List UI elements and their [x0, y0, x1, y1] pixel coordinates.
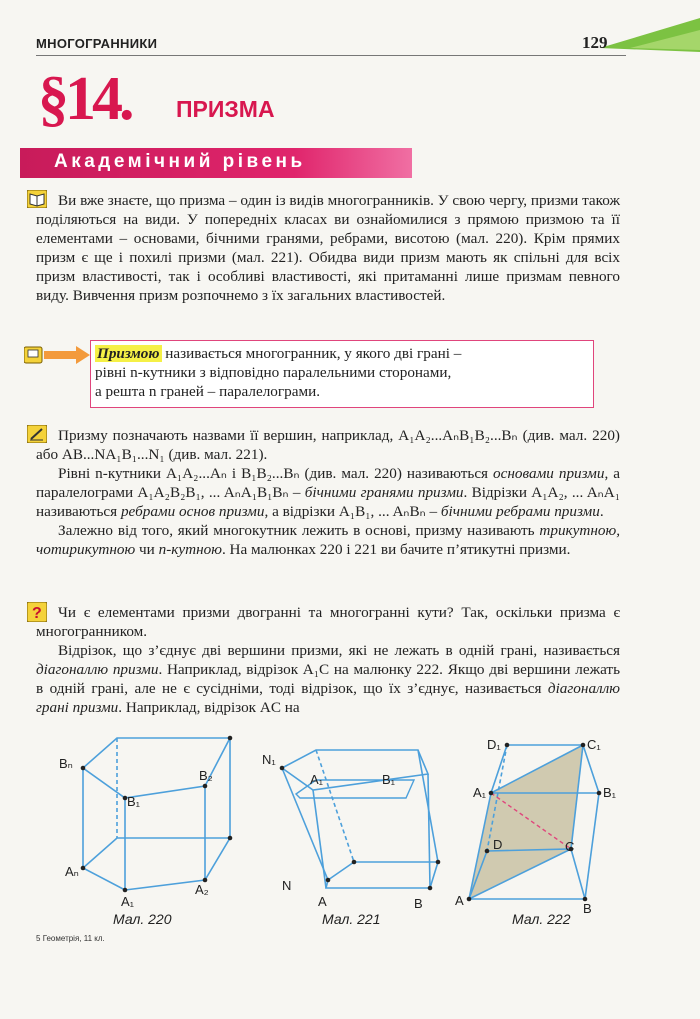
fig221-label-a: A: [318, 894, 327, 909]
definition-line-2: рівні n-кутники з відповідно паралельними сторонами,: [95, 364, 452, 381]
figure-222: [453, 733, 643, 918]
page-number: 129: [582, 33, 608, 52]
fig221-label-b: B: [414, 896, 423, 911]
footer-text: Геометрія, 11 кл.: [42, 934, 105, 943]
fig220-label-b1: B₁: [127, 794, 141, 809]
fig222-label-d: D: [493, 837, 503, 852]
figure-220-caption: Мал. 220: [113, 911, 172, 927]
fig222-label-a: A: [455, 893, 464, 908]
fig222-label-a1: A₁: [473, 785, 487, 800]
fig222-section-face: [469, 745, 583, 899]
fig220-label-an: Aₙ: [65, 864, 79, 879]
footer: [36, 934, 105, 943]
section-number: §14.: [38, 65, 131, 133]
figure-221-caption: Мал. 221: [322, 911, 381, 927]
diagonal-paragraph: Відрізок, що з’єднує дві вершини призми, які не лежать в одній грані, називається діагоналлю призми. Наприклад, відрізок A₁C на малюнку 222. Якщо дві вершини лежать в одній грані, але не є сусідніми, тоді відрізок, що їх з’єднує, називається діагоналлю грані призми. Наприклад, відрізок AC на: [36, 642, 620, 716]
fig222-label-b1: B₁: [603, 785, 617, 800]
fig220-label-a2: A₂: [195, 882, 209, 897]
fig221-label-a1: A₁: [310, 772, 324, 787]
chapter-title: МНОГОГРАННИКИ: [36, 36, 158, 51]
definition-box: [90, 340, 594, 408]
footer-signature: 5: [36, 934, 41, 943]
notation-p1: Призму позначають назвами її вершин, наприклад, A₁A₂...AₙB₁B₂...Bₙ (див. мал. 220) або AB...NA₁B₁...N₁ (див. мал. 221).: [36, 427, 620, 463]
definition-arrow-icon: [24, 344, 92, 366]
fig222-label-d1: D₁: [487, 737, 501, 752]
section-title: ПРИЗМА: [176, 96, 275, 122]
header-divider: [36, 55, 626, 56]
figure-222-caption: Мал. 222: [512, 911, 571, 927]
fig222-label-c: C: [565, 839, 575, 854]
intro-text: Ви вже знаєте, що призма – один із видів многогранників. У свою чергу, призми також поділяються на види. У попередніх класах ви ознайомилися з прямою призмою та її елементами – основами, бічними гранями, ребрами, висотою (мал. 220). Крім прямих призм є ще і похилі призми (мал. 221). Обидва види призм мають як спільні для всіх призм властивості, так і особливі властивості, які притаманні лише призмам певного виду. Вивчення призм розпочнемо з їх загальних властивостей.: [36, 192, 620, 304]
fig221-label-b1: B₁: [382, 772, 396, 787]
fig221-label-n1: N₁: [262, 752, 276, 767]
fig220-label-a1: A₁: [121, 894, 135, 909]
question-text: Чи є елементами призми двогранні та многогранні кути? Так, оскільки призма є многогранником.: [36, 604, 620, 640]
definition-term: Призмою: [97, 345, 160, 362]
fig222-label-c1: C₁: [587, 737, 601, 752]
fig220-label-b2: B₂: [199, 768, 213, 783]
definition-line-3: а решта n граней – паралелограми.: [95, 383, 320, 400]
level-banner-label: Академічний рівень: [54, 151, 306, 172]
fig221-label-n: N: [282, 878, 292, 893]
intro-paragraph: [36, 191, 620, 305]
fig222-label-b: B: [583, 901, 592, 916]
question-block: [36, 603, 620, 717]
figure-220: [55, 728, 255, 918]
notation-block: [36, 426, 620, 559]
level-banner: [20, 148, 412, 178]
fig220-label-bn: Bₙ: [59, 756, 73, 771]
figure-221: [258, 740, 448, 920]
notation-p3: Залежно від того, який многокутник лежить в основі, призму називають трикутною, чотирикутною чи n-кутною. На малюнках 220 і 221 ви бачите п’ятикутні призми.: [36, 522, 620, 558]
notation-p2: Рівні n-кутники A₁A₂...Aₙ і B₁B₂...Bₙ (див. мал. 220) називаються основами призми, а паралелограми A₁A₂B₂B₁, ... AₙA₁B₁Bₙ – бічними гранями призми. Відрізки A₁A₂, ... AₙA₁ називаються ребрами основ призми, а відрізки A₁B₁, ... AₙBₙ – бічними ребрами призми.: [36, 465, 620, 520]
svg-text:?: ?: [32, 605, 42, 622]
definition-line-1: називається многогранник, у якого дві грані –: [161, 345, 462, 362]
